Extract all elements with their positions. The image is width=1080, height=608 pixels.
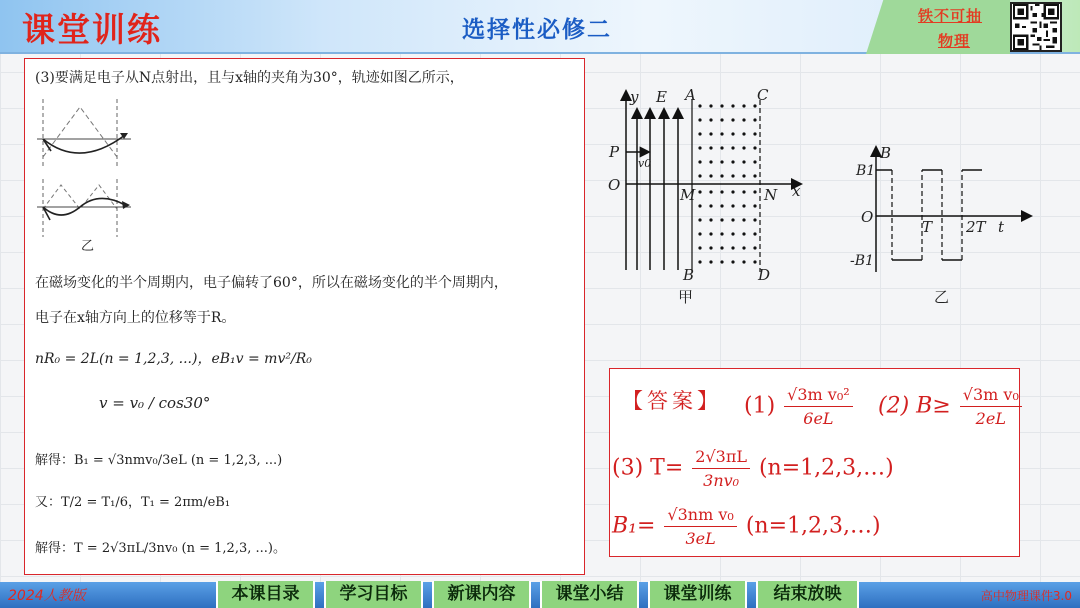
label-c: C xyxy=(757,86,769,104)
label-neg-b1: -B1 xyxy=(850,253,874,269)
answer-2-numerator: √3m v₀ xyxy=(960,385,1022,407)
answer-tag: 【答案】 xyxy=(622,389,722,413)
answer-4-prefix: B₁= xyxy=(612,513,656,539)
nav-summary[interactable]: 课堂小结 xyxy=(540,581,639,608)
answer-3-numerator: 2√3πL xyxy=(692,447,750,469)
answer-part-1 xyxy=(744,385,855,428)
equation-velocity: v = v₀ / cos30° xyxy=(99,394,211,412)
answer-1-denominator: 6eL xyxy=(803,409,834,428)
answer-4-denominator: 3eL xyxy=(685,529,716,548)
answer-part-3-period xyxy=(612,447,894,490)
answer-2-fraction xyxy=(960,385,1022,428)
label-o: O xyxy=(608,176,621,194)
equation-radius: nR₀ = 2L(n = 1,2,3, ...)，eB₁v = mv²/R₀ xyxy=(35,351,312,367)
label-t-axis: t xyxy=(998,218,1005,236)
solution-line-1: (3)要满足电子从N点射出，且与x轴的夹角为30°，轨迹如图乙所示， xyxy=(35,70,464,86)
label-b: B xyxy=(683,266,695,284)
qr-code-icon xyxy=(1010,2,1062,52)
result-period: 解得：T = 2√3πL/3nv₀ (n = 1,2,3, ...)。 xyxy=(35,541,286,556)
brand-text-1: 铁不可抽 xyxy=(918,7,983,25)
answer-3-prefix: (3) T= xyxy=(612,455,684,481)
label-o-origin: O xyxy=(861,208,874,226)
label-2t: 2T xyxy=(966,218,986,236)
figure-jia xyxy=(600,80,815,308)
label-n: N xyxy=(764,186,778,204)
answer-3-denominator: 3nv₀ xyxy=(703,471,740,490)
page-title: 课堂训练 xyxy=(22,10,162,49)
header-bar xyxy=(0,0,1080,54)
nav-learning-goals[interactable]: 学习目标 xyxy=(324,581,423,608)
label-p: P xyxy=(609,143,620,161)
solution-panel xyxy=(24,58,585,575)
nav-end-show[interactable]: 结束放映 xyxy=(756,581,859,608)
answer-part-2 xyxy=(878,385,1024,428)
edition-label: 2024人教版 xyxy=(8,588,86,604)
label-d: D xyxy=(758,266,771,284)
label-v0: v0 xyxy=(638,157,652,170)
label-e: E xyxy=(656,88,667,106)
answer-3-suffix: (n=1,2,3,…) xyxy=(758,455,894,481)
answer-2-denominator: 2eL xyxy=(975,409,1006,428)
label-b-axis: B xyxy=(880,144,892,162)
answer-1-numerator: √3m v₀² xyxy=(784,385,853,407)
figure-jia-caption: 甲 xyxy=(678,288,694,306)
answer-2-prefix: (2) B≥ xyxy=(878,393,951,419)
nav-practice[interactable]: 课堂训练 xyxy=(648,581,747,608)
answer-box xyxy=(609,368,1020,557)
answer-3-fraction xyxy=(692,447,750,490)
answer-1-prefix: (1) xyxy=(744,393,776,419)
series-label: 高中物理课件3.0 xyxy=(980,589,1072,603)
trajectory-figure xyxy=(35,97,155,245)
answer-part-3-field xyxy=(612,505,881,548)
brand-text-2: 物理 xyxy=(938,32,971,50)
solution-line-5: 电子在x轴方向上的位移等于R。 xyxy=(35,310,236,326)
page-subtitle: 选择性必修二 xyxy=(462,17,612,43)
solution-line-4: 在磁场变化的半个周期内，电子偏转了60°，所以在磁场变化的半个周期内， xyxy=(35,275,508,291)
result-b1: 解得：B₁ = √3nmv₀/3eL (n = 1,2,3, ...) xyxy=(35,453,283,468)
label-a: A xyxy=(685,86,696,104)
equation-period: 又：T/2 = T₁/6，T₁ = 2πm/eB₁ xyxy=(35,495,231,510)
answer-1-fraction xyxy=(784,385,853,428)
nav-new-content[interactable]: 新课内容 xyxy=(432,581,531,608)
figure-yi-caption: 乙 xyxy=(934,288,950,306)
answer-4-suffix: (n=1,2,3,…) xyxy=(745,513,881,539)
label-y: y xyxy=(630,88,639,106)
nav-table-of-contents[interactable]: 本课目录 xyxy=(216,581,315,608)
label-x: x xyxy=(792,182,801,200)
label-t-period: T xyxy=(922,218,933,236)
figure-yi xyxy=(848,142,1038,308)
label-b1: B1 xyxy=(856,163,876,179)
answer-4-fraction xyxy=(664,505,736,548)
answer-4-numerator: √3nm v₀ xyxy=(664,505,736,527)
trajectory-caption: 乙 xyxy=(81,239,95,254)
label-m: M xyxy=(680,186,696,204)
